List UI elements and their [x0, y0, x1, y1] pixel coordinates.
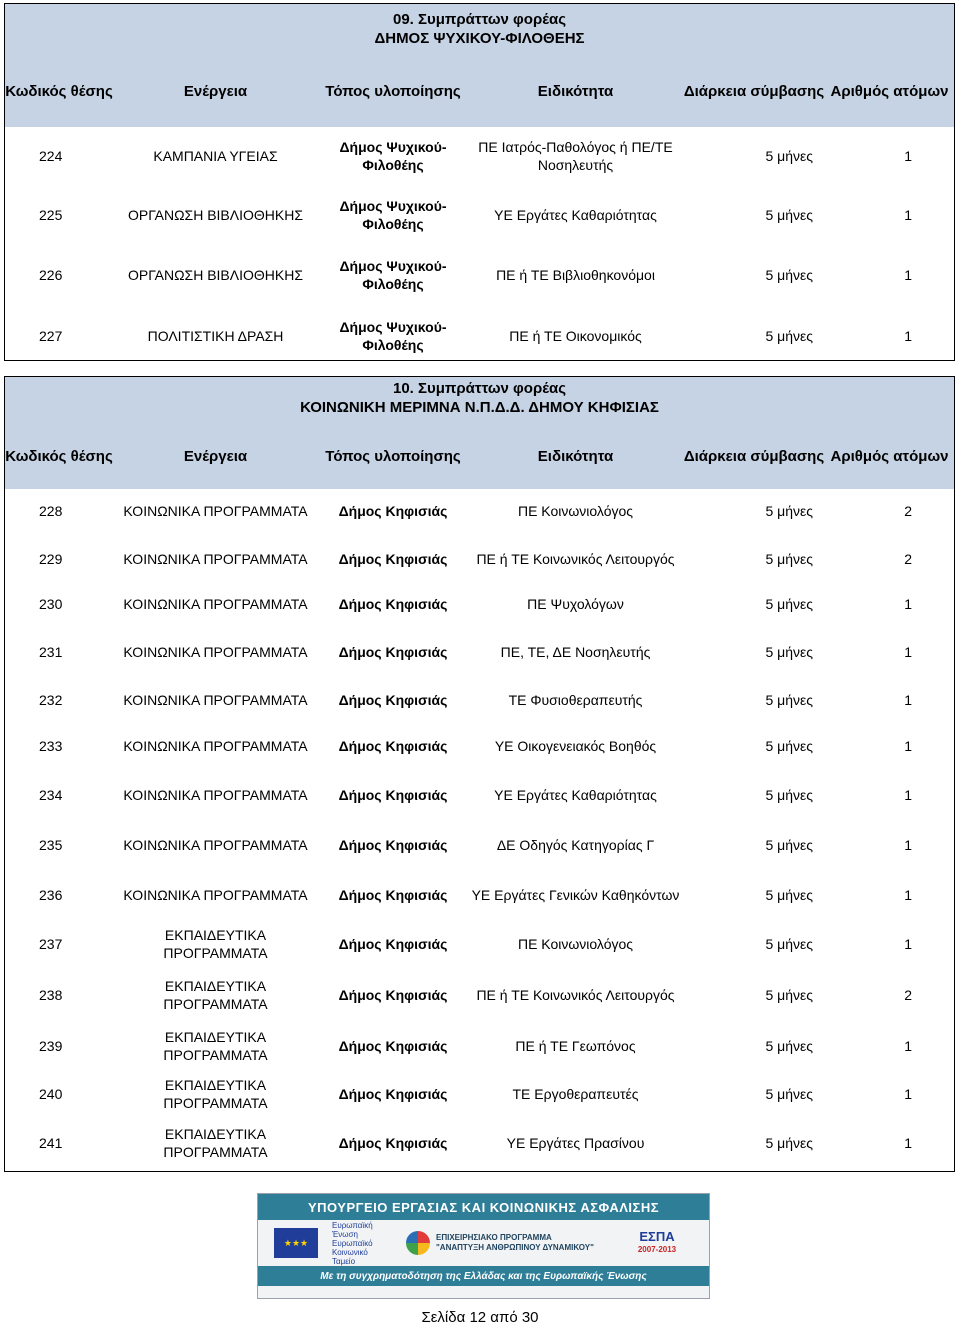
cell-specialty: ΠΕ ή ΤΕ Βιβλιοθηκονόμοι: [496, 266, 655, 283]
cell-specialty: ΠΕ Κοινωνιολόγος: [517, 503, 634, 519]
table-row: [5, 870, 954, 920]
cell-specialty: ΥΕ Εργάτες Καθαριότητας: [494, 787, 657, 803]
cell-place: Δήμος Κηφισιάς: [338, 1135, 448, 1151]
cell-duration: 5 μήνες: [765, 787, 813, 803]
ministry-name: ΥΠΟΥΡΓΕΙΟ ΕΡΓΑΣΙΑΣ ΚΑΙ ΚΟΙΝΩΝΙΚΗΣ ΑΣΦΑΛΙΣΗΣ: [258, 1194, 709, 1220]
cell-duration: 5 μήνες: [765, 737, 813, 754]
cell-place: Δήμος Ψυχικού-Φιλοθέης: [339, 257, 447, 292]
logo-row: [258, 1220, 709, 1266]
cell-duration: 5 μήνες: [765, 887, 813, 903]
cell-specialty: ΠΕ ή ΤΕ Γεωπόνος: [515, 1038, 636, 1054]
cell-place: Δήμος Κηφισιάς: [338, 987, 448, 1003]
cell-action: ΚΟΙΝΩΝΙΚΑ ΠΡΟΓΡΑΜΜΑΤΑ: [123, 787, 308, 803]
header-duration: Διάρκεια σύμβασης: [683, 82, 825, 100]
cell-count: 1: [904, 643, 912, 660]
cell-specialty: ΥΕ Οικογενειακός Βοηθός: [494, 737, 657, 754]
cell-duration: 5 μήνες: [765, 837, 813, 853]
cell-duration: 5 μήνες: [765, 1038, 813, 1054]
cell-code: 240: [39, 1086, 63, 1102]
eu-fund-name: Ευρωπαϊκό Κοινωνικό Ταμείο: [332, 1238, 373, 1266]
table-row: [5, 1118, 954, 1168]
table-row: [5, 679, 954, 721]
cell-count: 1: [904, 787, 912, 803]
table-title: [5, 4, 954, 55]
cell-action: ΚΟΙΝΩΝΙΚΑ ΠΡΟΓΡΑΜΜΑΤΑ: [123, 887, 308, 903]
cell-specialty: ΥΕ Εργάτες Γενικών Καθηκόντων: [471, 887, 680, 903]
cell-action: ΚΟΙΝΩΝΙΚΑ ΠΡΟΓΡΑΜΜΑΤΑ: [123, 737, 308, 754]
cell-specialty: ΤΕ Φυσιοθεραπευτής: [508, 692, 643, 708]
table-kifisia: [4, 376, 955, 1172]
table-row: [5, 770, 954, 820]
cell-count: 1: [904, 692, 912, 708]
cell-count: 1: [904, 596, 912, 612]
cell-action: ΕΚΠΑΙΔΕΥΤΙΚΑ ΠΡΟΓΡΑΜΜΑΤΑ: [163, 978, 268, 1012]
cofinance-text: Με τη συγχρηματοδότηση της Ελλάδας και της Ευρωπαϊκής Ένωσης: [258, 1266, 709, 1286]
cell-duration: 5 μήνες: [765, 147, 813, 164]
cell-count: 1: [904, 936, 912, 952]
cell-place: Δήμος Κηφισιάς: [338, 787, 448, 803]
cell-action: ΚΟΙΝΩΝΙΚΑ ΠΡΟΓΡΑΜΜΑΤΑ: [123, 643, 308, 660]
header-place: Τόπος υλοποίησης: [325, 82, 461, 100]
cell-code: 237: [39, 936, 63, 952]
funding-logo-banner: [257, 1193, 710, 1299]
cell-duration: 5 μήνες: [765, 503, 813, 519]
cell-count: 1: [904, 1086, 912, 1102]
cell-specialty: ΠΕ ή ΤΕ Οικονομικός: [509, 328, 642, 344]
eu-label: [332, 1221, 392, 1266]
table-body: [5, 489, 954, 1168]
table-row: [5, 1022, 954, 1070]
cell-count: 1: [904, 887, 912, 903]
cell-duration: 5 μήνες: [765, 266, 813, 283]
cell-place: Δήμος Κηφισιάς: [338, 550, 448, 567]
cell-duration: 5 μήνες: [765, 692, 813, 708]
cell-code: 239: [39, 1038, 63, 1054]
cell-place: Δήμος Κηφισιάς: [338, 1086, 448, 1102]
cell-specialty: ΠΕ Ιατρός-Παθολόγος ή ΠΕ/ΤΕ Νοσηλευτής: [478, 138, 673, 173]
cell-specialty: ΥΕ Εργάτες Καθαριότητας: [494, 206, 657, 223]
cell-place: Δήμος Κηφισιάς: [338, 1038, 448, 1054]
cell-code: 230: [39, 596, 63, 612]
cell-code: 238: [39, 987, 63, 1003]
table-header: [5, 55, 954, 127]
table-row: [5, 820, 954, 870]
table-row: [5, 184, 954, 245]
table-row: [5, 304, 954, 368]
cell-action: ΚΟΙΝΩΝΙΚΑ ΠΡΟΓΡΑΜΜΑΤΑ: [123, 692, 308, 708]
cell-count: 2: [904, 987, 912, 1003]
cell-specialty: ΠΕ ή ΤΕ Κοινωνικός Λειτουργός: [476, 550, 675, 567]
cell-count: 1: [904, 1135, 912, 1151]
cell-duration: 5 μήνες: [765, 936, 813, 952]
cell-count: 1: [904, 147, 912, 164]
table-row: [5, 584, 954, 624]
cell-place: Δήμος Κηφισιάς: [338, 503, 448, 519]
cell-code: 231: [39, 643, 63, 660]
espa-name: ΕΣΠΑ: [639, 1229, 675, 1244]
cell-action: ΟΡΓΑΝΩΣΗ ΒΙΒΛΙΟΘΗΚΗΣ: [127, 206, 304, 223]
table-header: [5, 423, 954, 489]
cell-code: 227: [39, 328, 63, 344]
cell-duration: 5 μήνες: [765, 987, 813, 1003]
table-psychiko: [4, 3, 955, 361]
espa-years: 2007-2013: [637, 1245, 677, 1254]
cell-code: 225: [39, 206, 63, 223]
cell-count: 2: [904, 550, 912, 567]
cell-specialty: ΠΕ Ψυχολόγων: [527, 596, 624, 612]
header-count: Αριθμός ατόμων: [830, 447, 949, 465]
cell-specialty: ΤΕ Εργοθεραπευτές: [512, 1086, 639, 1102]
table-row: [5, 533, 954, 584]
cell-place: Δήμος Κηφισιάς: [338, 837, 448, 853]
cell-code: 235: [39, 837, 63, 853]
cell-code: 241: [39, 1135, 63, 1151]
cell-count: 1: [904, 1038, 912, 1054]
cell-code: 233: [39, 737, 63, 754]
table-title-line2: ΔΗΜΟΣ ΨΥΧΙΚΟΥ-ΦΙΛΟΘΕΗΣ: [374, 30, 585, 47]
cell-count: 1: [904, 737, 912, 754]
cell-count: 1: [904, 206, 912, 223]
eu-flag-icon: ★★★: [274, 1228, 318, 1258]
table-row: [5, 968, 954, 1022]
cell-duration: 5 μήνες: [765, 1135, 813, 1151]
table-title-line2: ΚΟΙΝΩΝΙΚΗ ΜΕΡΙΜΝΑ Ν.Π.Δ.Δ. ΔΗΜΟΥ ΚΗΦΙΣΙΑΣ: [300, 399, 659, 416]
cell-code: 232: [39, 692, 63, 708]
cell-code: 224: [39, 147, 63, 164]
table-title: [5, 377, 954, 423]
cell-action: ΕΚΠΑΙΔΕΥΤΙΚΑ ΠΡΟΓΡΑΜΜΑΤΑ: [163, 1126, 268, 1160]
cell-place: Δήμος Κηφισιάς: [338, 737, 448, 754]
header-code: Κωδικός θέσης: [5, 447, 113, 465]
cell-place: Δήμος Κηφισιάς: [338, 936, 448, 952]
cell-action: ΟΡΓΑΝΩΣΗ ΒΙΒΛΙΟΘΗΚΗΣ: [127, 266, 304, 283]
header-duration: Διάρκεια σύμβασης: [683, 447, 825, 465]
cell-place: Δήμος Κηφισιάς: [338, 643, 448, 660]
cell-place: Δήμος Ψυχικού-Φιλοθέης: [339, 319, 447, 353]
cell-duration: 5 μήνες: [765, 1086, 813, 1102]
table-row: [5, 721, 954, 770]
cell-code: 234: [39, 787, 63, 803]
cell-action: ΚΟΙΝΩΝΙΚΑ ΠΡΟΓΡΑΜΜΑΤΑ: [123, 550, 308, 567]
header-count: Αριθμός ατόμων: [830, 82, 949, 100]
cell-code: 228: [39, 503, 63, 519]
header-code: Κωδικός θέσης: [5, 82, 113, 100]
cell-action: ΕΚΠΑΙΔΕΥΤΙΚΑ ΠΡΟΓΡΑΜΜΑΤΑ: [163, 927, 268, 961]
cell-place: Δήμος Κηφισιάς: [338, 887, 448, 903]
cell-action: ΕΚΠΑΙΔΕΥΤΙΚΑ ΠΡΟΓΡΑΜΜΑΤΑ: [163, 1029, 268, 1063]
cell-duration: 5 μήνες: [765, 328, 813, 344]
cell-specialty: ΔΕ Οδηγός Κατηγορίας Γ: [496, 837, 655, 853]
cell-place: Δήμος Ψυχικού-Φιλοθέης: [339, 197, 447, 232]
header-specialty: Ειδικότητα: [537, 447, 614, 465]
program-line1: ΕΠΙΧΕΙΡΗΣΙΑΚΟ ΠΡΟΓΡΑΜΜΑ: [436, 1233, 552, 1242]
cell-action: ΚΟΙΝΩΝΙΚΑ ΠΡΟΓΡΑΜΜΑΤΑ: [123, 503, 308, 519]
page-number: Σελίδα 12 από 30: [421, 1309, 539, 1326]
cell-specialty: ΠΕ Κοινωνιολόγος: [517, 936, 634, 952]
cell-place: Δήμος Ψυχικού-Φιλοθέης: [339, 138, 447, 173]
cell-duration: 5 μήνες: [765, 206, 813, 223]
table-body: [5, 127, 954, 368]
cell-specialty: ΠΕ, ΤΕ, ΔΕ Νοσηλευτής: [500, 643, 651, 660]
cell-count: 1: [904, 328, 912, 344]
cell-action: ΚΑΜΠΑΝΙΑ ΥΓΕΙΑΣ: [153, 147, 278, 164]
cell-action: ΠΟΛΙΤΙΣΤΙΚΗ ΔΡΑΣΗ: [147, 328, 284, 344]
table-title-line1: 09. Συμπράττων φορέας: [392, 11, 567, 28]
cell-place: Δήμος Κηφισιάς: [338, 692, 448, 708]
table-row: [5, 489, 954, 533]
cell-specialty: ΥΕ Εργάτες Πρασίνου: [506, 1135, 645, 1151]
espa-logo: [621, 1230, 693, 1256]
header-action: Ενέργεια: [183, 82, 248, 100]
cell-code: 226: [39, 266, 63, 283]
table-row: [5, 624, 954, 679]
cell-count: 1: [904, 266, 912, 283]
table-row: [5, 920, 954, 968]
header-specialty: Ειδικότητα: [537, 82, 614, 100]
cell-count: 2: [904, 503, 912, 519]
program-logo: [406, 1231, 607, 1255]
eu-label-name: Ευρωπαϊκή Ένωση: [332, 1220, 373, 1239]
cell-action: ΚΟΙΝΩΝΙΚΑ ΠΡΟΓΡΑΜΜΑΤΑ: [123, 596, 308, 612]
header-place: Τόπος υλοποίησης: [325, 447, 461, 465]
cell-duration: 5 μήνες: [765, 596, 813, 612]
cell-duration: 5 μήνες: [765, 550, 813, 567]
table-row: [5, 127, 954, 184]
table-row: [5, 245, 954, 304]
cell-count: 1: [904, 837, 912, 853]
cell-place: Δήμος Κηφισιάς: [338, 596, 448, 612]
program-line2: "ΑΝΑΠΤΥΞΗ ΑΝΘΡΩΠΙΝΟΥ ΔΥΝΑΜΙΚΟΥ": [436, 1243, 594, 1252]
cell-action: ΚΟΙΝΩΝΙΚΑ ΠΡΟΓΡΑΜΜΑΤΑ: [123, 837, 308, 853]
cell-duration: 5 μήνες: [765, 643, 813, 660]
cell-code: 229: [39, 550, 63, 567]
header-action: Ενέργεια: [183, 447, 248, 465]
table-row: [5, 1070, 954, 1118]
table-title-line1: 10. Συμπράττων φορέας: [392, 380, 567, 397]
cell-code: 236: [39, 887, 63, 903]
program-mark-icon: [406, 1231, 430, 1255]
cell-action: ΕΚΠΑΙΔΕΥΤΙΚΑ ΠΡΟΓΡΑΜΜΑΤΑ: [163, 1077, 268, 1111]
cell-specialty: ΠΕ ή ΤΕ Κοινωνικός Λειτουργός: [476, 987, 675, 1003]
